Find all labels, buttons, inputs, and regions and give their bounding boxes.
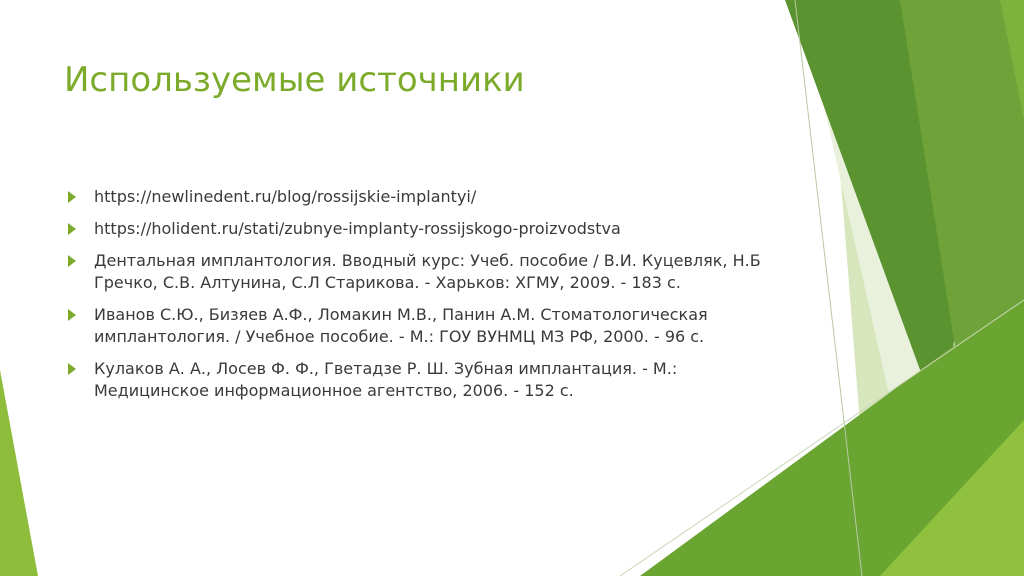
triangle-bullet-icon — [68, 223, 76, 235]
triangle-bullet-icon — [68, 309, 76, 321]
triangle-bullet-icon — [68, 363, 76, 375]
source-item — [64, 250, 764, 294]
triangle-bullet-icon — [68, 191, 76, 203]
slide-title: Используемые источники — [64, 60, 525, 100]
source-item — [64, 218, 764, 240]
left-green-wedge — [0, 370, 38, 576]
source-item — [64, 186, 764, 208]
source-list — [64, 186, 764, 412]
source-text: Кулаков А. А., Лосев Ф. Ф., Гветадзе Р. Ш. Зубная имплантация. - М.: Медицинское информационное агентство, 2006. - 152 с. — [94, 359, 678, 400]
triangle-bullet-icon — [68, 255, 76, 267]
source-text: Иванов С.Ю., Бизяев А.Ф., Ломакин М.В., Панин А.М. Стоматологическая имплантология. / Учебное пособие. - М.: ГОУ ВУНМЦ МЗ РФ, 2000. - 96 с. — [94, 305, 708, 346]
source-item — [64, 358, 764, 402]
source-text: Дентальная имплантология. Вводный курс: Учеб. пособие / В.И. Куцевляк, Н.Б Гречко, С.В. Алтунина, С.Л Старикова. - Харьков: ХГМУ, 2009. - 183 с. — [94, 251, 761, 292]
source-item — [64, 304, 764, 348]
source-text: https://holident.ru/stati/zubnye-implanty-rossijskogo-proizvodstva — [94, 219, 621, 238]
source-text: https://newlinedent.ru/blog/rossijskie-implantyi/ — [94, 187, 477, 206]
